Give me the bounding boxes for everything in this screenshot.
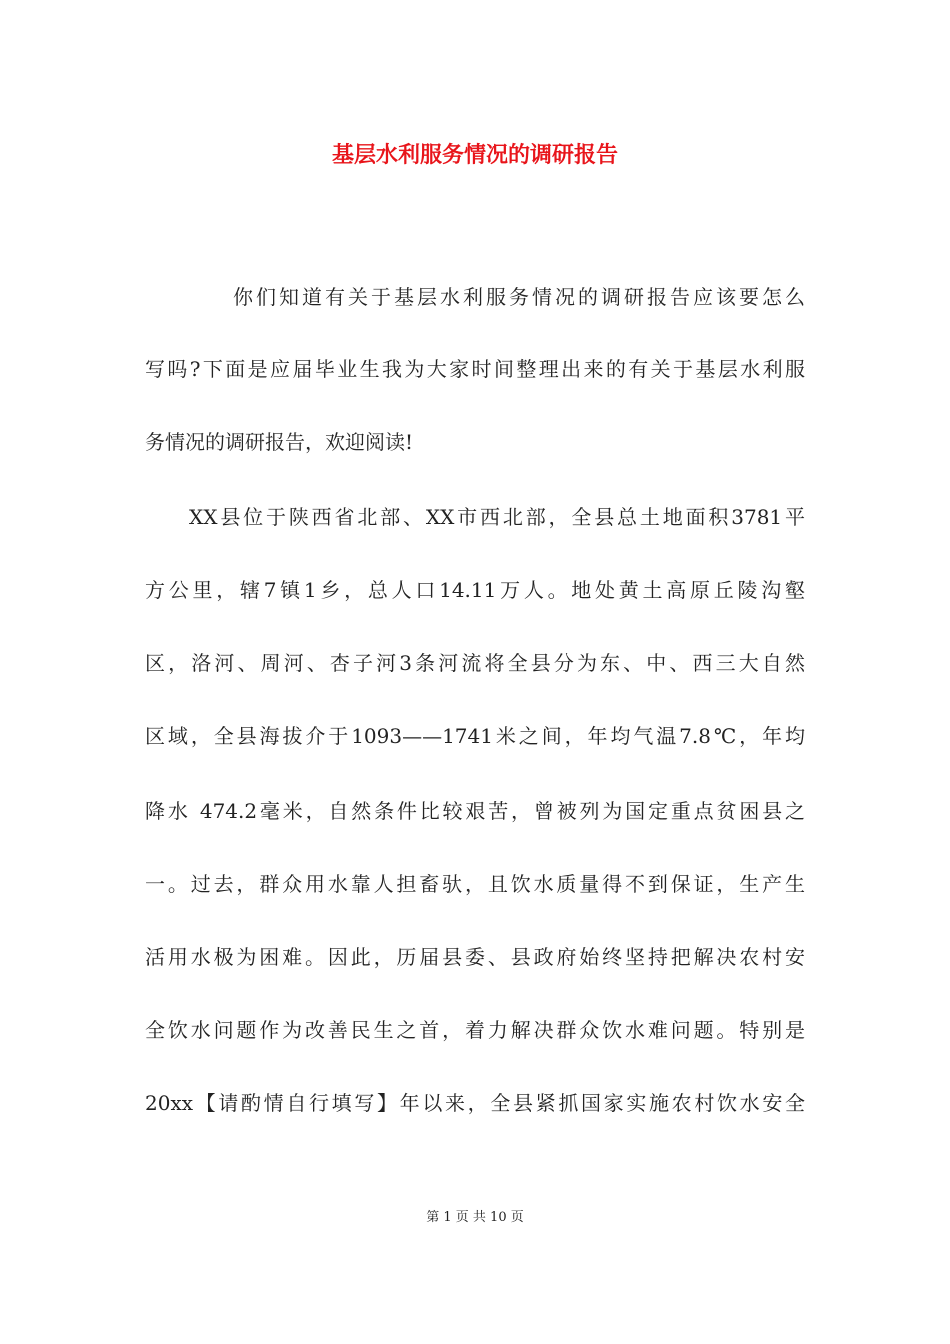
body-line-3: 务情况的调研报告，欢迎阅读!	[145, 430, 414, 454]
body-line-9: 一。过去，群众用水靠人担畜驮，且饮水质量得不到保证，生产生	[145, 872, 805, 896]
body-line-10: 活用水极为困难。因此，历届县委、县政府始终坚持把解决农村安	[145, 945, 805, 969]
body-line-12: 20xx【请酌情自行填写】年以来，全县紧抓国家实施农村饮水安全	[145, 1091, 805, 1115]
body-line-4: XX县位于陕西省北部、XX市西北部，全县总土地面积3781平	[189, 505, 805, 529]
body-line-5: 方公里，辖7镇1乡，总人口14.11万人。地处黄土高原丘陵沟壑	[145, 578, 805, 602]
body-line-1: 你们知道有关于基层水利服务情况的调研报告应该要怎么	[233, 285, 805, 309]
page-indicator: 第 1 页 共 10 页	[426, 1210, 524, 1225]
body-line-8: 降水 474.2毫米，自然条件比较艰苦，曾被列为国定重点贫困县之	[145, 799, 805, 823]
body-line-7: 区域，全县海拔介于1093——1741米之间，年均气温7.8℃，年均	[145, 724, 805, 748]
body-line-6: 区，洛河、周河、杏子河3条河流将全县分为东、中、西三大自然	[145, 651, 805, 675]
body-line-11: 全饮水问题作为改善民生之首，着力解决群众饮水难问题。特别是	[145, 1018, 805, 1042]
body-line-2: 写吗?下面是应届毕业生我为大家时间整理出来的有关于基层水利服	[145, 357, 805, 381]
document-title: 基层水利服务情况的调研报告	[331, 142, 618, 168]
